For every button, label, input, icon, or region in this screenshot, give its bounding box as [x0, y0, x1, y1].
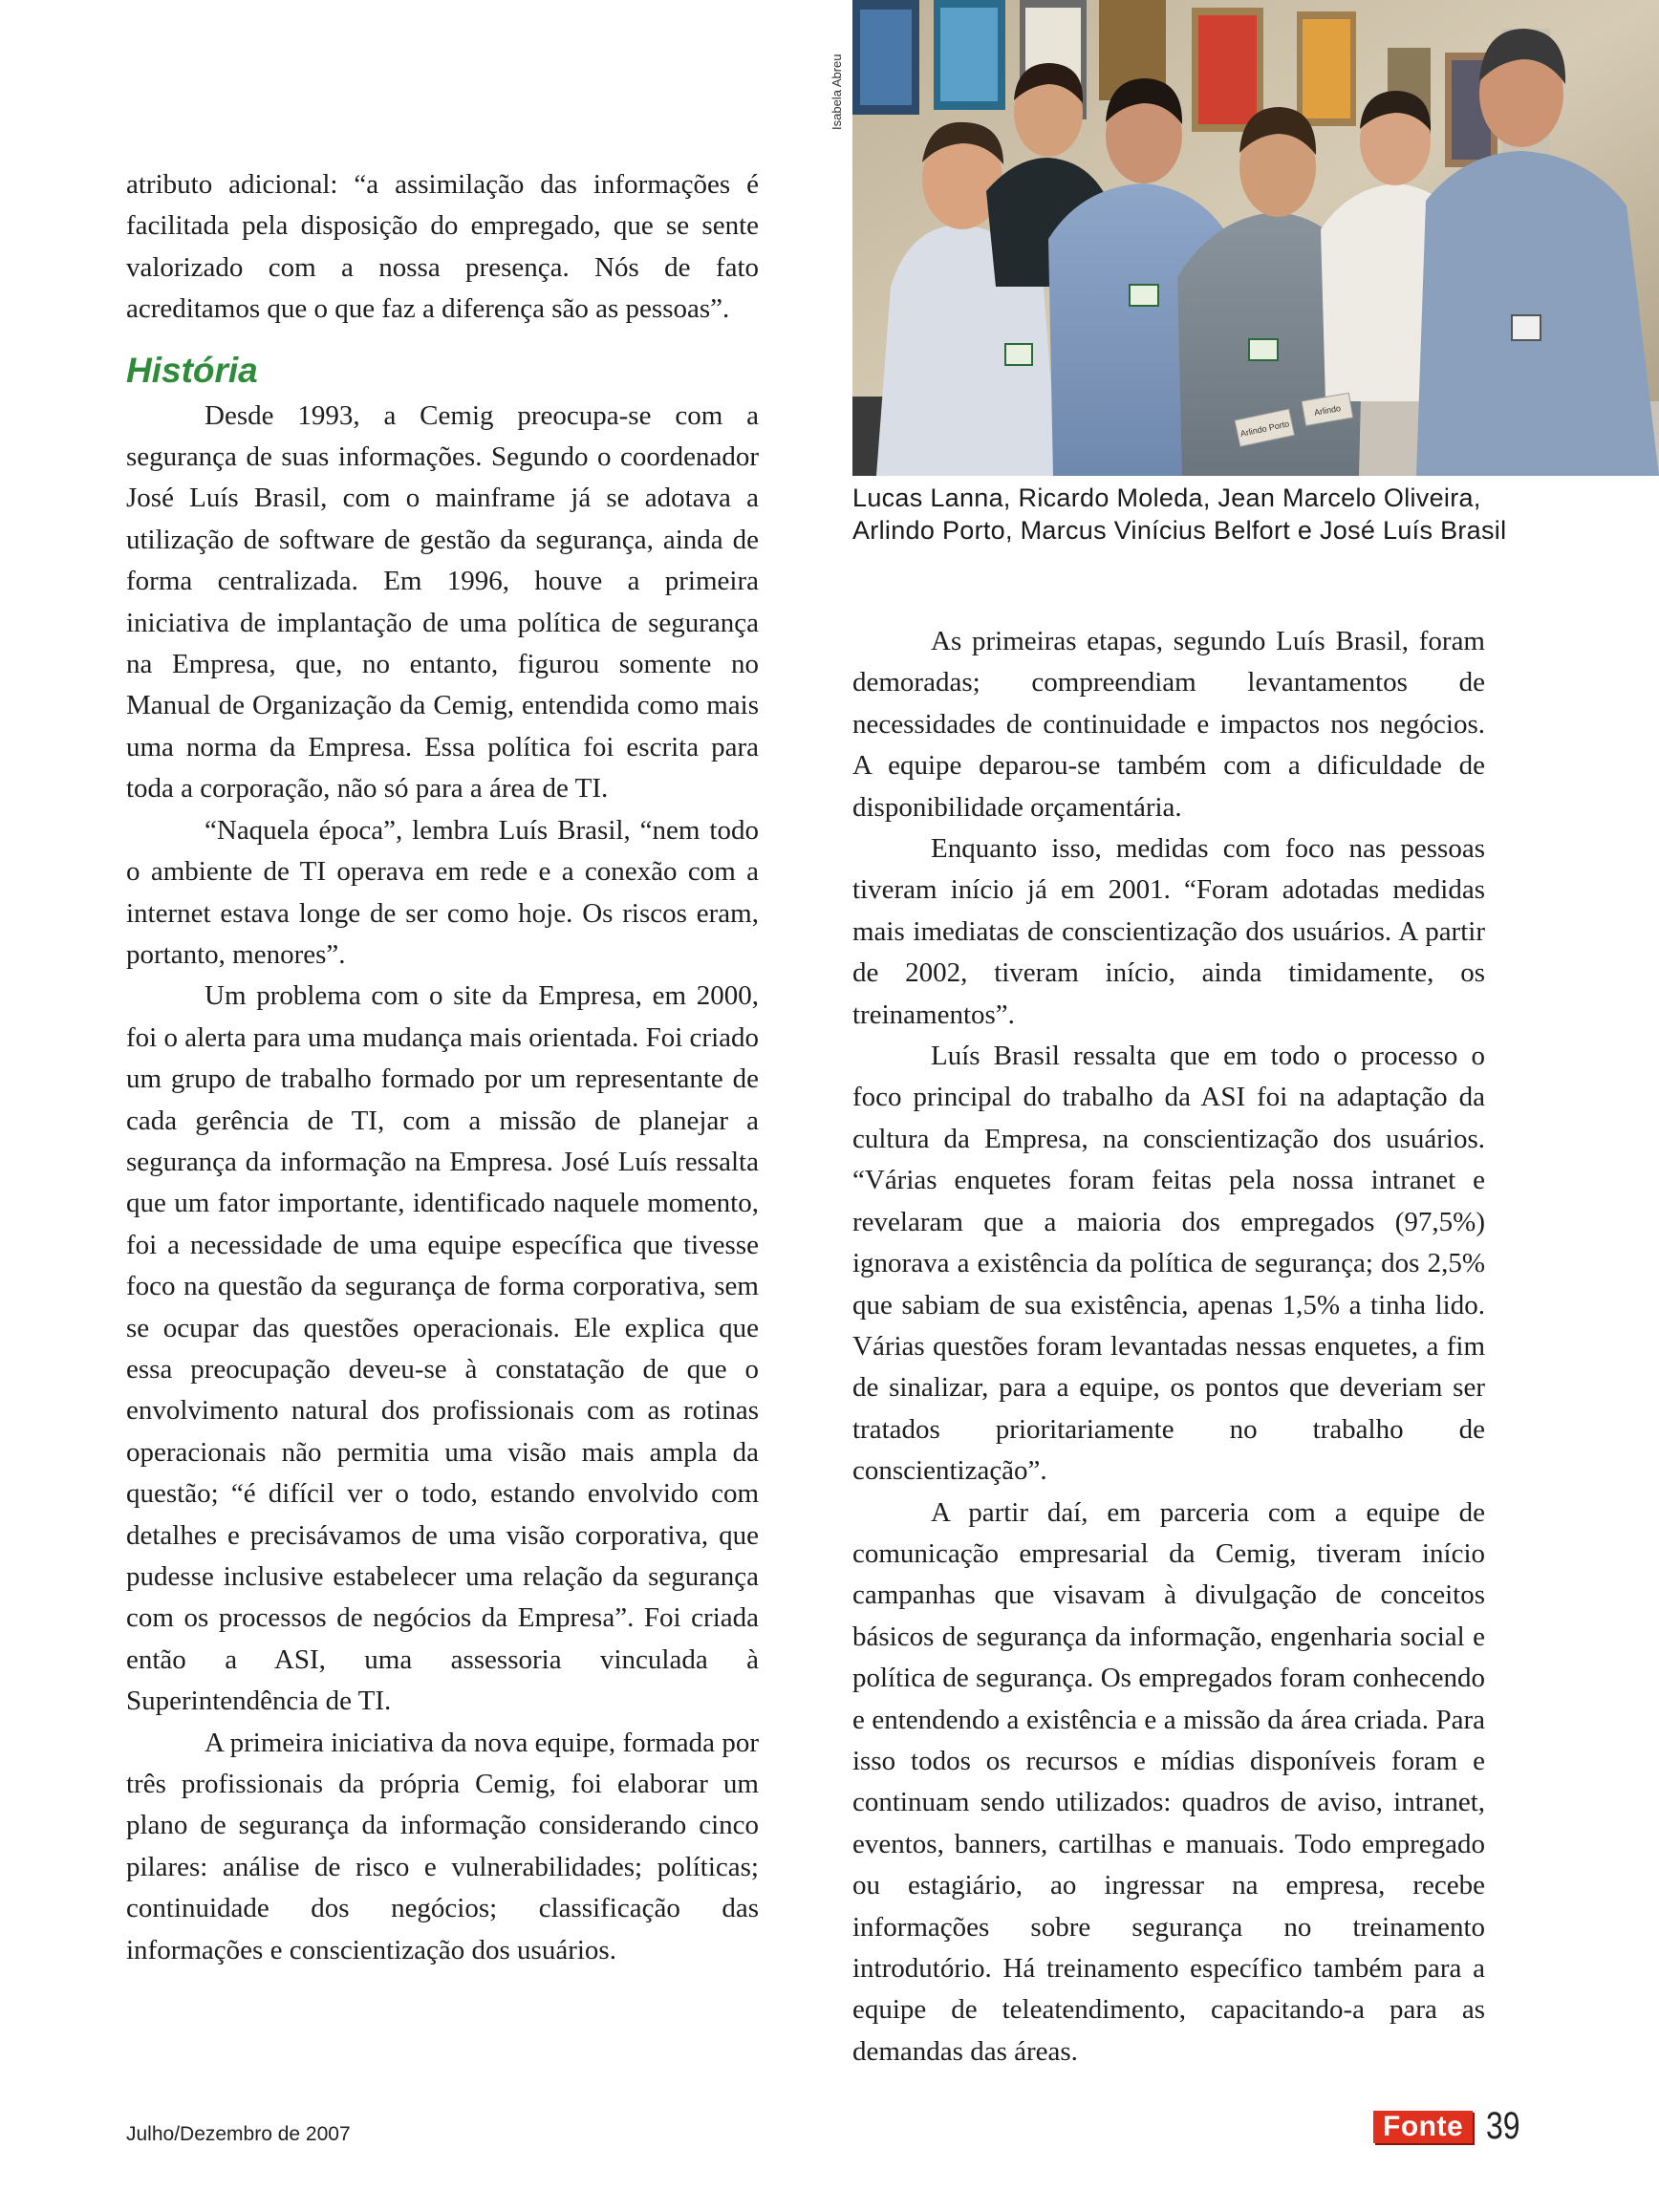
issue-date: Julho/Dezembro de 2007 [126, 2123, 351, 2145]
photo-credit: Isabela Abreu [830, 54, 844, 130]
paragraph: Desde 1993, a Cemig preocupa-se com a segurança de suas informações. Segundo o coordenador José Luís Brasil, com o mainframe já se adotava a utilização de software de gestão da segurança, ainda de forma centralizada. Em 1996, houve a primeira iniciativa de implantação de uma política de segurança na Empresa, que, no entanto, figurou somente no Manual de Organização da Cemig, entendida como mais uma norma da Empresa. Essa política foi escrita para toda a corporação, não só para a área de TI. [126, 399, 759, 805]
paragraph: A primeira iniciativa da nova equipe, formada por três profissionais da própria Cemig, foi elaborar um plano de segurança da informação considerando cinco pilares: análise de risco e vulnerabilidades; políticas; continuidade dos negócios; classificação das informações e conscientização dos usuários. [126, 1727, 759, 1965]
paragraph: A partir daí, em parceria com a equipe de comunicação empresarial da Cemig, tiveram início campanhas que visavam à divulgação de conceitos básicos de segurança da informação, engenharia social e política de segurança. Os empregados foram conhecendo e entendendo a existência e a missão da área criada. Para isso todos os recursos e mídias disponíveis foram e continuam sendo utilizados: quadros de aviso, intranet, eventos, banners, cartilhas e manuais. Todo empregado ou estagiário, ao ingressar na empresa, recebe informações sobre segurança no treinamento introdutório. Há treinamento específico também para a equipe de teleatendimento, capacitando-a para as demandas das áreas. [852, 1496, 1485, 2067]
group-photo [852, 0, 1659, 476]
page-number: 39 [1486, 2105, 1520, 2147]
section-heading: História [126, 350, 258, 390]
group-photo-illustration [852, 0, 1659, 476]
photo-caption [852, 482, 1646, 547]
magazine-logo: Fonte [1373, 2111, 1473, 2143]
caption-line: Lucas Lanna, Ricardo Moleda, Jean Marcelo Oliveira, [852, 483, 1481, 512]
footer-brand [1373, 2105, 1529, 2148]
paragraph: atributo adicional: “a assimilação das informações é facilitada pela disposição do empregado, que se sente valorizado com a nossa presença. Nós de fato acreditamos que o que faz a diferença são as pessoas”. [126, 169, 759, 325]
paragraph: Enquanto isso, medidas com foco nas pessoas tiveram início já em 2001. “Foram adotadas medidas mais imediatas de conscientização dos usuários. A partir de 2002, tiveram início, ainda timidamente, os treinamentos”. [852, 833, 1485, 1030]
paragraph: As primeiras etapas, segundo Luís Brasil, foram demoradas; compreendiam levantamentos de necessidades de continuidade e impactos nos negócios. A equipe deparou-se também com a dificuldade de disponibilidade orçamentária. [852, 626, 1485, 823]
paragraph: “Naquela época”, lembra Luís Brasil, “nem todo o ambiente de TI operava em rede e a conexão com a internet estava longe de ser como hoje. Os riscos eram, portanto, menores”. [126, 814, 759, 970]
article-right-column [852, 621, 1485, 2072]
paragraph: Um problema com o site da Empresa, em 2000, foi o alerta para uma mudança mais orientada. Foi criado um grupo de trabalho formado por um representante de cada gerência de TI, com a missão de planejar a segurança da informação na Empresa. José Luís ressalta que um fator importante, identificado naquele momento, foi a necessidade de uma equipe específica que tivesse foco na questão da segurança de forma corporativa, sem se ocupar das questões operacionais. Ele explica que essa preocupação deveu-se à constatação de que o envolvimento natural dos profissionais com as rotinas operacionais não permitia uma visão mais ampla da questão; “é difícil ver o todo, estando envolvido com detalhes e precisávamos de uma visão corporativa, que pudesse inclusive estabelecer uma relação da segurança com os processos de negócios da Empresa”. Foi criada então a ASI, uma assessoria vinculada à Superintendência de TI. [126, 980, 759, 1717]
name-plate-1: Arlindo Porto [1239, 419, 1290, 439]
article-left-column [126, 164, 759, 1971]
name-plate-2: Arlindo [1313, 403, 1342, 418]
paragraph: Luís Brasil ressalta que em todo o processo o foco principal do trabalho da ASI foi na adaptação da cultura da Empresa, na conscientização dos usuários. “Várias enquetes foram feitas pela nossa intranet e revelaram que a maioria dos empregados (97,5%) ignorava a existência da política de segurança; dos 2,5% que sabiam de sua existência, apenas 1,5% a tinha lido. Várias questões foram levantadas nessas enquetes, a fim de sinalizar, para a equipe, os pontos que deveriam ser tratados prioritariamente no trabalho de conscientização”. [852, 1041, 1485, 1487]
caption-line: Arlindo Porto, Marcus Vinícius Belfort e José Luís Brasil [852, 516, 1507, 545]
